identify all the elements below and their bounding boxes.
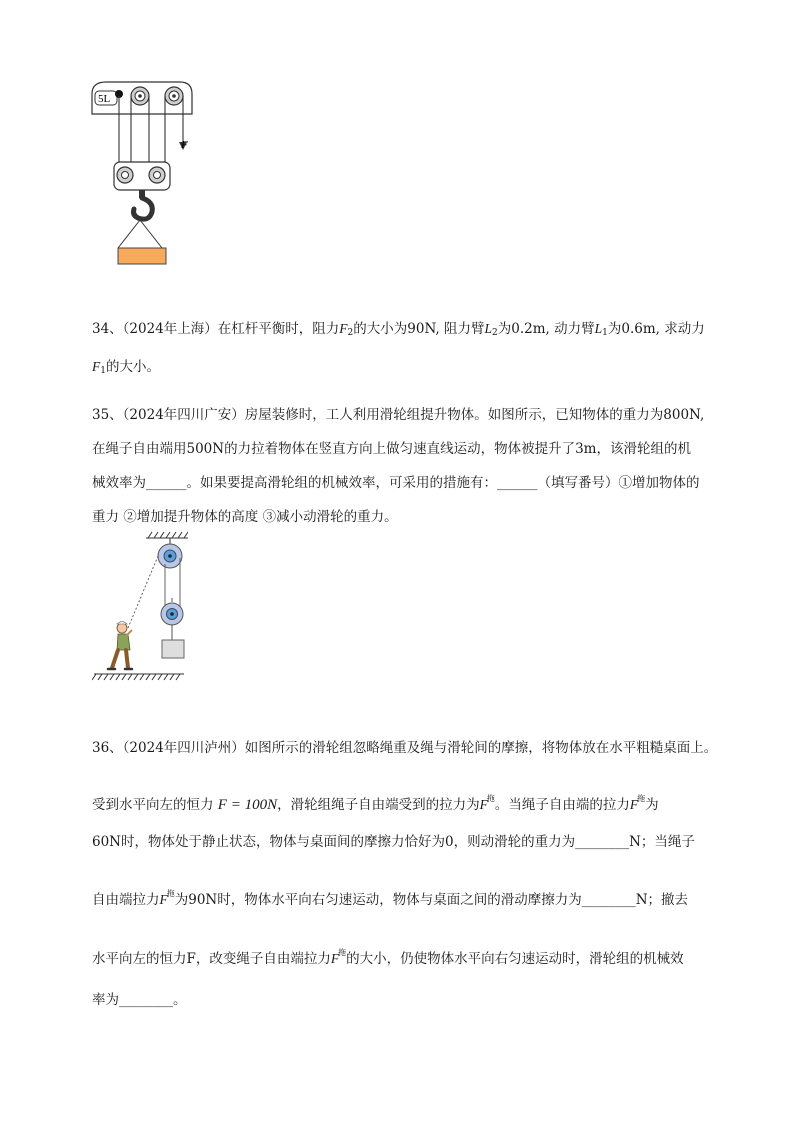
var-F1: F xyxy=(92,359,101,374)
var-L1-sub: 1 xyxy=(602,328,608,338)
var-F-pull-2-sub: 拖 xyxy=(637,794,646,803)
ground xyxy=(92,674,184,680)
load-block xyxy=(118,248,166,264)
var-F-pull-4-sub: 拖 xyxy=(338,948,347,957)
q35-line2: 在绳子自由端用500N的力拉着物体在竖直方向上做匀速直线运动，物体被提升了3m，该滑轮组的机 xyxy=(92,441,691,457)
var-F-pull-2: F xyxy=(629,797,639,812)
worker-pulley-figure xyxy=(92,528,188,684)
q36-line2 xyxy=(92,786,659,818)
var-F-pull-4: F xyxy=(330,951,340,966)
var-F2: F xyxy=(339,321,348,336)
q34-tail: 的大小。 xyxy=(105,359,160,375)
question-34 xyxy=(92,312,732,388)
q36-line2-d: 为 xyxy=(645,797,659,813)
hook-icon xyxy=(134,190,153,219)
q34-text xyxy=(92,312,732,388)
var-F-pull-3-sub: 拖 xyxy=(166,889,175,898)
question-35 xyxy=(92,398,732,534)
worker-icon xyxy=(108,622,132,670)
q36-line5-b: 的大小，仍使物体水平向右匀速运动时，滑轮组的机械效 xyxy=(346,951,684,967)
q36-line2-b: ，滑轮组绳子自由端受到的拉力为 xyxy=(277,797,480,813)
fixed-pulley-1 xyxy=(131,87,149,105)
q36-line4-a: 自由端拉力 xyxy=(92,892,160,908)
q35-line1: 35、（2024年四川广安）房屋装修时，工人利用滑轮组提升物体。如图所示，已知物体的重力为800N, xyxy=(92,407,705,423)
question-36 xyxy=(92,736,732,1016)
var-F-pull: F xyxy=(479,797,488,812)
var-F-pull-sub: 拖 xyxy=(486,794,495,803)
tag-text: 5L xyxy=(98,93,111,105)
q34-mid2: 为0.2m, 动力臂 xyxy=(497,321,595,337)
var-F1-sub: 1 xyxy=(100,366,106,376)
q36-line2-c: 。当绳子自由端的拉力 xyxy=(494,797,630,813)
ceiling xyxy=(146,532,188,544)
load-cables xyxy=(118,220,162,248)
q34-mid3: 为0.6m, 求动力 xyxy=(607,321,705,337)
load-box xyxy=(162,640,184,658)
var-F-pull-3: F xyxy=(159,892,168,907)
var-F2-sub: 2 xyxy=(347,328,354,338)
q36-line1: 36、（2024年四川泸州）如图所示的滑轮组忽略绳重及绳与滑轮间的摩擦，将物体放在水平粗糙桌面上。 xyxy=(92,740,718,756)
q36-line4 xyxy=(92,881,688,913)
q36-force-equation: F = 100N xyxy=(217,797,278,813)
q36-line2-a: 受到水平向左的恒力 xyxy=(92,797,214,813)
q36-line3: 60N时，物体处于静止状态，物体与桌面间的摩擦力恰好为0，则动滑轮的重力为________N；当绳子 xyxy=(92,834,695,850)
q34-mid1: 的大小为90N, 阻力臂 xyxy=(353,321,485,337)
q36-line4-b: 为90N时，物体水平向右匀速运动，物体与桌面之间的滑动摩擦力为________N；撤去 xyxy=(174,892,689,908)
fixed-pulley-2 xyxy=(165,87,183,105)
movable-pulley-block xyxy=(114,162,170,190)
q36-line5-a: 水平向左的恒力F，改变绳子自由端拉力 xyxy=(92,951,331,967)
q36-line5 xyxy=(92,940,684,972)
var-L1: L xyxy=(594,321,603,336)
crane-pulley-figure xyxy=(88,78,198,270)
q34-head: 34、（2024年上海）在杠杆平衡时，阻力 xyxy=(92,321,340,337)
q35-line4: 重力 ②增加提升物体的高度 ③减小动滑轮的重力。 xyxy=(92,509,398,525)
q35-line3: 械效率为______。如果要提高滑轮组的机械效率，可采用的措施有：______（填写番号）①增加物体的 xyxy=(92,475,700,491)
var-L2-sub: 2 xyxy=(492,328,498,338)
var-L2: L xyxy=(484,321,493,336)
q36-line6: 率为________。 xyxy=(92,992,187,1008)
force-label: F xyxy=(181,139,188,151)
fixed-pulley xyxy=(158,544,182,568)
